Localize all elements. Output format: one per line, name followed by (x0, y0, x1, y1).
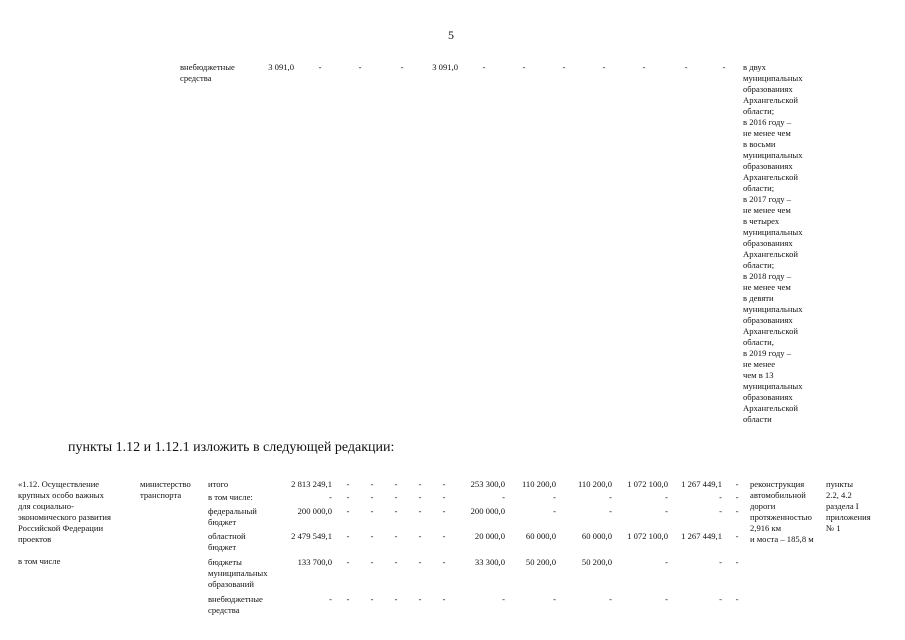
row-total: 2 813 249,1 (291, 479, 332, 489)
row-empty-year: - (370, 492, 374, 502)
row-empty-year: - (346, 506, 350, 516)
row-empty-year: - (346, 531, 350, 541)
row-value-2016: - (553, 506, 556, 516)
row-value-2018: 1 072 100,0 (627, 479, 668, 489)
row-value-2016: - (553, 492, 556, 502)
row-value-2019: 1 267 449,1 (681, 531, 722, 541)
result-text: в двух муниципальных образованиях Архангельской области; в 2016 году – не менее чем в восьми муниципальных образованиях Архангельской области; в 2017 году – не менее чем в четырех муниципальных образованиях Архангельской области; в 2018 году – не менее чем в девяти муниципальных образованиях Архангельской области, в 2019 году – не менее чем в 13 муниципальных образованиях Архангельской области (743, 62, 803, 424)
row-value-2018: - (665, 557, 668, 567)
row-label: бюджеты муниципальных образований (208, 557, 268, 589)
row-value-2017: - (609, 594, 612, 604)
row-empty-year: - (442, 531, 446, 541)
top-row-value: - (722, 62, 726, 72)
row-value-2018: 1 072 100,0 (627, 531, 668, 541)
row-total: 2 479 549,1 (291, 531, 332, 541)
row-empty-year: - (346, 492, 350, 502)
top-row-value: - (602, 62, 606, 72)
row-value-2015: 20 000,0 (474, 531, 505, 541)
row-label: в том числе: (208, 492, 253, 502)
row-empty-year: - (418, 506, 422, 516)
row-empty-year: - (394, 506, 398, 516)
section-result: реконструкция автомобильной дороги протяженностью 2,916 км и моста – 185,8 м (750, 479, 814, 544)
top-row-value: - (318, 62, 322, 72)
row-empty-year: - (418, 594, 422, 604)
row-empty-year: - (394, 492, 398, 502)
section-reference: пункты 2.2, 4.2 раздела I приложения № 1 (826, 479, 871, 533)
row-value-2018: - (665, 594, 668, 604)
row-empty-year: - (346, 594, 350, 604)
row-value-2017: - (609, 506, 612, 516)
row-value-2015: - (502, 492, 505, 502)
row-empty-year: - (394, 479, 398, 489)
section-executor: министерство транспорта (140, 479, 191, 500)
row-value-2019: - (719, 492, 722, 502)
row-empty-year: - (346, 479, 350, 489)
row-empty-year: - (370, 479, 374, 489)
row-value-2018: - (665, 506, 668, 516)
row-value-2020: - (735, 479, 739, 489)
row-empty-year: - (418, 479, 422, 489)
section-heading: пункты 1.12 и 1.12.1 изложить в следующей редакции: (68, 440, 395, 455)
row-value-2019: - (719, 557, 722, 567)
row-empty-year: - (418, 557, 422, 567)
row-empty-year: - (346, 557, 350, 567)
row-total: - (329, 492, 332, 502)
top-row-value: - (562, 62, 566, 72)
row-value-2017: 110 200,0 (577, 479, 612, 489)
row-empty-year: - (418, 531, 422, 541)
row-value-2016: - (553, 594, 556, 604)
row-value-2020: - (735, 594, 739, 604)
section-name: «1.12. Осуществление крупных особо важных для социально- экономического развития Российской Федерации проектов (18, 479, 111, 544)
row-value-2015: 33 300,0 (474, 557, 505, 567)
row-value-2019: - (719, 594, 722, 604)
row-empty-year: - (394, 531, 398, 541)
top-row-value: - (358, 62, 362, 72)
row-total: 133 700,0 (297, 557, 332, 567)
row-empty-year: - (394, 594, 398, 604)
row-empty-year: - (370, 594, 374, 604)
row-value-2017: 50 200,0 (581, 557, 612, 567)
top-row-value: 3 091,0 (432, 62, 458, 72)
row-empty-year: - (370, 531, 374, 541)
row-value-2015: 200 000,0 (470, 506, 505, 516)
top-row-value: - (522, 62, 526, 72)
row-empty-year: - (442, 492, 446, 502)
row-value-2019: 1 267 449,1 (681, 479, 722, 489)
row-empty-year: - (442, 557, 446, 567)
row-value-2020: - (735, 506, 739, 516)
row-value-2020: - (735, 557, 739, 567)
row-value-2019: - (719, 506, 722, 516)
row-empty-year: - (370, 506, 374, 516)
row-empty-year: - (394, 557, 398, 567)
top-row-value: - (684, 62, 688, 72)
row-value-2018: - (665, 492, 668, 502)
row-empty-year: - (442, 594, 446, 604)
row-value-2015: 253 300,0 (470, 479, 505, 489)
top-row-value: - (400, 62, 404, 72)
row-value-2020: - (735, 492, 739, 502)
row-value-2017: 60 000,0 (581, 531, 612, 541)
row-total: 200 000,0 (297, 506, 332, 516)
row-label: внебюджетные средства (208, 594, 263, 615)
row-value-2016: 50 200,0 (525, 557, 556, 567)
section-sub-label: в том числе (18, 556, 61, 566)
funding-source-label: внебюджетные средства (180, 62, 235, 83)
top-row-value: 3 091,0 (268, 62, 294, 72)
top-row-value: - (642, 62, 646, 72)
row-total: - (329, 594, 332, 604)
row-value-2017: - (609, 492, 612, 502)
row-value-2016: 60 000,0 (525, 531, 556, 541)
row-label: федеральный бюджет (208, 506, 257, 527)
row-value-2016: 110 200,0 (521, 479, 556, 489)
row-empty-year: - (442, 479, 446, 489)
row-value-2015: - (502, 594, 505, 604)
row-empty-year: - (370, 557, 374, 567)
row-empty-year: - (418, 492, 422, 502)
row-value-2020: - (735, 531, 739, 541)
row-label: областной бюджет (208, 531, 246, 552)
row-label: итого (208, 479, 229, 489)
row-empty-year: - (442, 506, 446, 516)
top-row-value: - (482, 62, 486, 72)
page-number: 5 (448, 28, 454, 42)
